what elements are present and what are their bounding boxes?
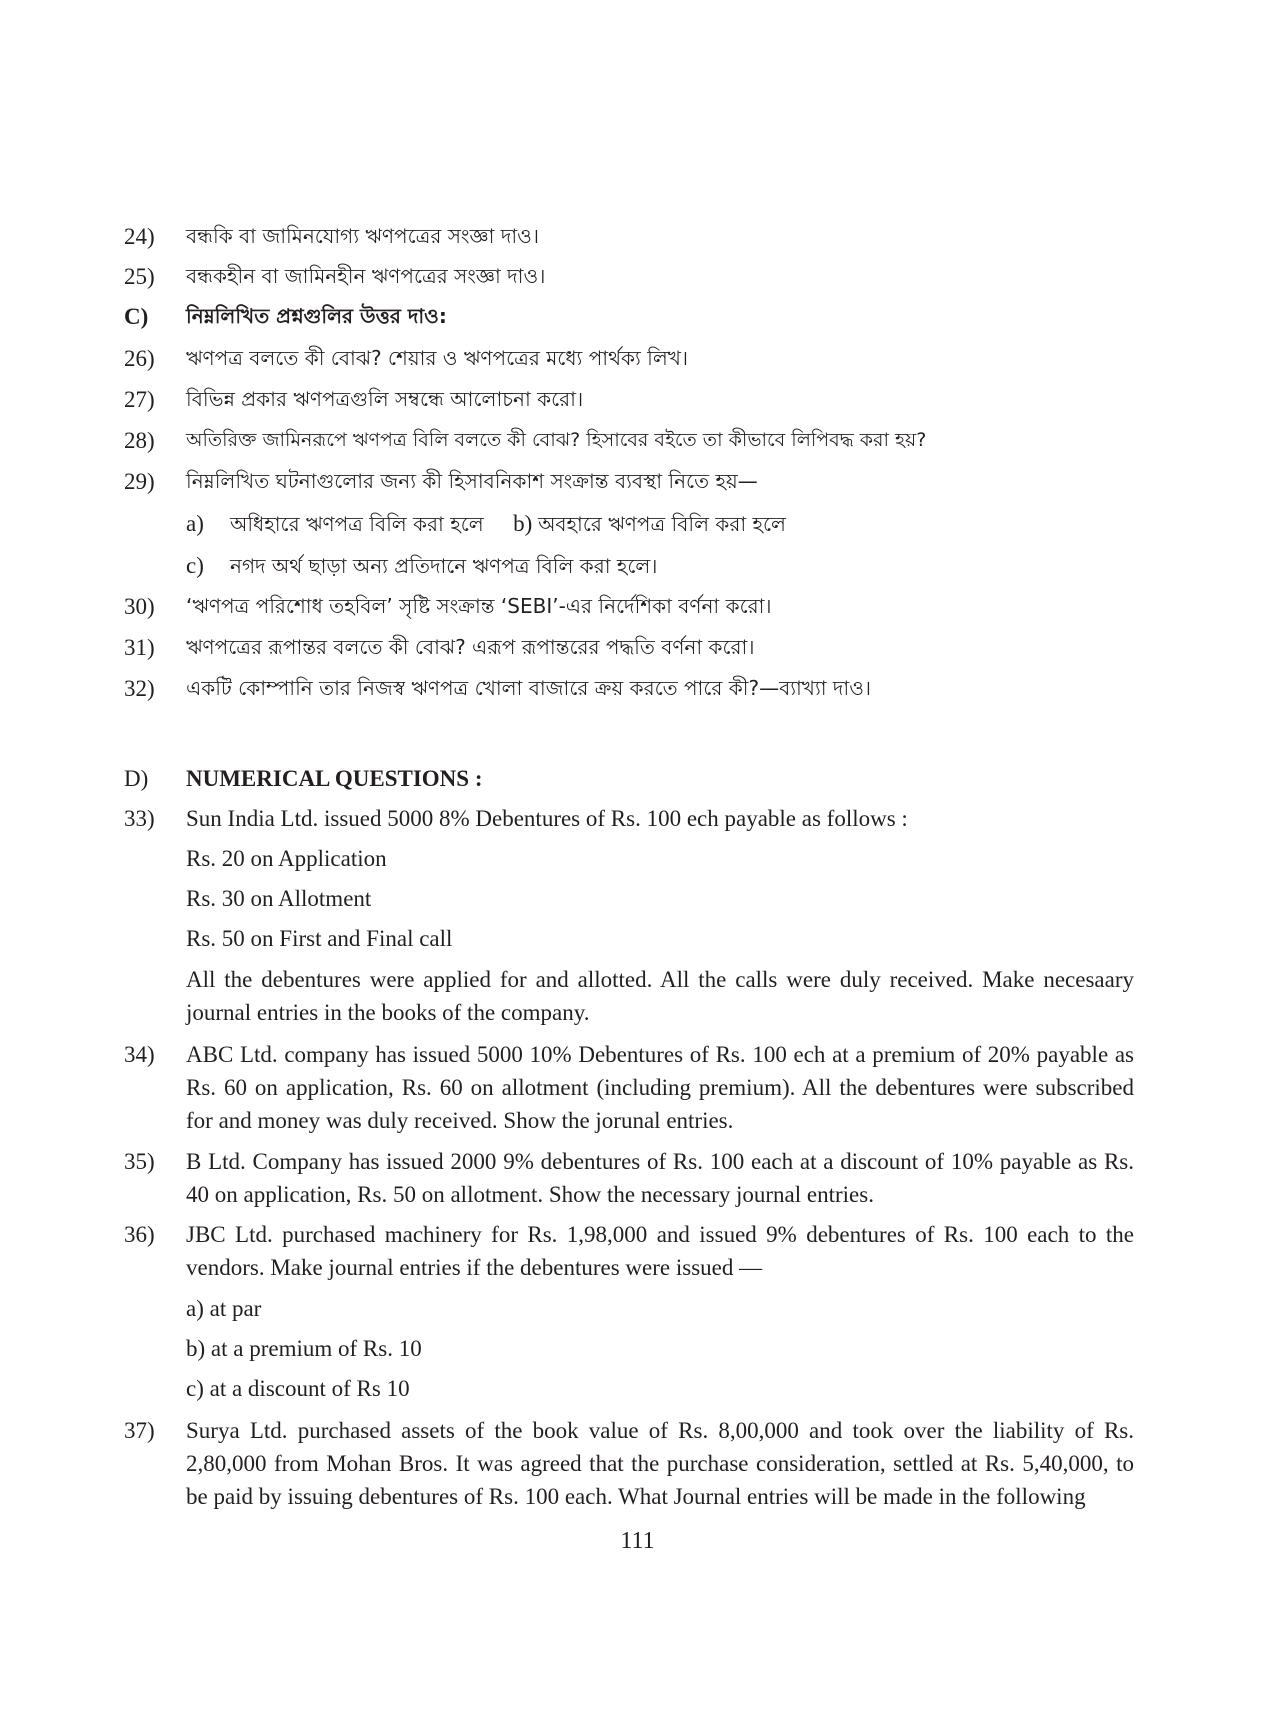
question-29 bbox=[124, 465, 1134, 498]
question-27 bbox=[124, 383, 1134, 416]
question-37 bbox=[124, 1414, 1134, 1513]
question-number: 26) bbox=[124, 346, 155, 371]
question-text: JBC Ltd. purchased machinery for Rs. 1,98,000 and issued 9% debentures of Rs. 100 each to the vendors. Make journal entries if the debentures were issued — bbox=[186, 1222, 1134, 1280]
question-text: অতিরিক্ত জামিনরূপে ঋণপত্র বিলি বলতে কী বোঝ? হিসাবের বইতে তা কীভাবে লিপিবদ্ধ করা হয়? bbox=[186, 429, 927, 451]
question-text: B Ltd. Company has issued 2000 9% debentures of Rs. 100 each at a discount of 10% payable as Rs. 40 on application, Rs. 50 on allotment. Show the necessary journal entries. bbox=[186, 1149, 1134, 1207]
q29-part-c bbox=[186, 549, 657, 583]
question-number: 30) bbox=[124, 594, 155, 619]
question-36 bbox=[124, 1218, 1134, 1284]
section-label: C) bbox=[124, 304, 149, 329]
question-number: 27) bbox=[124, 387, 155, 412]
question-number: 31) bbox=[124, 635, 155, 660]
section-c-heading bbox=[124, 300, 1134, 333]
question-number: 36) bbox=[124, 1222, 155, 1247]
question-number: 33) bbox=[124, 806, 155, 831]
part-b-text: অবহারে ঋণপত্র বিলি করা হলে bbox=[538, 512, 786, 536]
part-a-text: অধিহারে ঋণপত্র বিলি করা হলে bbox=[230, 512, 484, 536]
question-text: ঋণপত্র বলতে কী বোঝ? শেয়ার ও ঋণপত্রের মধ্যে পার্থক্য লিখ। bbox=[186, 346, 689, 370]
q29-parts-ab bbox=[186, 507, 786, 541]
question-34 bbox=[124, 1038, 1134, 1137]
question-33 bbox=[124, 802, 1134, 835]
section-title: NUMERICAL QUESTIONS : bbox=[186, 766, 483, 791]
q33-line-1: Rs. 20 on Application bbox=[186, 846, 387, 871]
question-text: একটি কোম্পানি তার নিজস্ব ঋণপত্র খোলা বাজারে ক্রয় করতে পারে কী?—ব্যাখ্যা দাও। bbox=[186, 676, 872, 700]
question-number: 35) bbox=[124, 1149, 155, 1174]
part-b-label: b) bbox=[513, 511, 533, 536]
question-text: ঋণপত্রের রূপান্তর বলতে কী বোঝ? এরূপ রূপান্তরের পদ্ধতি বর্ণনা করো। bbox=[186, 635, 755, 659]
q36-option-b: b) at a premium of Rs. 10 bbox=[186, 1336, 422, 1361]
question-text: Surya Ltd. purchased assets of the book value of Rs. 8,00,000 and took over the liability of Rs. 2,80,000 from Mohan Bros. It was agreed that the purchase consideration, settled at Rs. 5,40,000, to be paid by issuing debentures of Rs. 100 each. What Journal entries will be made in the following bbox=[186, 1418, 1134, 1509]
q33-closing: All the debentures were applied for and allotted. All the calls were duly received. Make necesaary journal entries in the books of the company. bbox=[186, 967, 1134, 1025]
question-text: বিভিন্ন প্রকার ঋণপত্রগুলি সম্বন্ধে আলোচনা করো। bbox=[186, 387, 584, 411]
page-number: 111 bbox=[620, 1528, 655, 1554]
q36-option-a: a) at par bbox=[186, 1296, 262, 1321]
question-text: নিম্নলিখিত ঘটনাগুলোর জন্য কী হিসাবনিকাশ সংক্রান্ত ব্যবস্থা নিতে হয়— bbox=[186, 469, 758, 493]
question-number: 24) bbox=[124, 224, 155, 249]
question-text: বন্ধকি বা জামিনযোগ্য ঋণপত্রের সংজ্ঞা দাও। bbox=[186, 224, 540, 248]
q36-option-c: c) at a discount of Rs 10 bbox=[186, 1376, 410, 1401]
question-number: 34) bbox=[124, 1042, 155, 1067]
question-number: 37) bbox=[124, 1418, 155, 1443]
question-text: Sun India Ltd. issued 5000 8% Debentures of Rs. 100 ech payable as follows : bbox=[186, 806, 908, 831]
question-24 bbox=[124, 220, 1134, 253]
question-number: 29) bbox=[124, 469, 155, 494]
question-number: 25) bbox=[124, 264, 155, 289]
part-c-label: c) bbox=[186, 553, 204, 578]
question-number: 32) bbox=[124, 676, 155, 701]
question-text: বন্ধকহীন বা জামিনহীন ঋণপত্রের সংজ্ঞা দাও। bbox=[186, 264, 546, 288]
question-25 bbox=[124, 260, 1134, 293]
section-label: D) bbox=[124, 766, 149, 791]
question-text: ‘ঋণপত্র পরিশোধ তহবিল’ সৃষ্টি সংক্রান্ত ‘SEBI’-এর নির্দেশিকা বর্ণনা করো। bbox=[186, 594, 772, 618]
question-32 bbox=[124, 672, 1134, 705]
question-30 bbox=[124, 590, 1134, 623]
q33-line-2: Rs. 30 on Allotment bbox=[186, 886, 372, 911]
part-c-text: নগদ অর্থ ছাড়া অন্য প্রতিদানে ঋণপত্র বিলি করা হলে। bbox=[230, 554, 658, 578]
part-a-label: a) bbox=[186, 511, 204, 536]
question-26 bbox=[124, 342, 1134, 375]
section-title: নিম্নলিখিত প্রশ্নগুলির উত্তর দাও: bbox=[186, 304, 447, 328]
question-number: 28) bbox=[124, 428, 155, 453]
question-text: ABC Ltd. company has issued 5000 10% Debentures of Rs. 100 ech at a premium of 20% payable as Rs. 60 on application, Rs. 60 on allotment (including premium). All the debentures were subscribed for and money was duly received. Show the jorunal entries. bbox=[186, 1042, 1134, 1133]
question-31 bbox=[124, 631, 1134, 664]
question-35 bbox=[124, 1145, 1134, 1211]
q33-line-3: Rs. 50 on First and Final call bbox=[186, 926, 453, 951]
question-28 bbox=[124, 424, 1134, 457]
section-d-heading bbox=[124, 762, 1134, 795]
